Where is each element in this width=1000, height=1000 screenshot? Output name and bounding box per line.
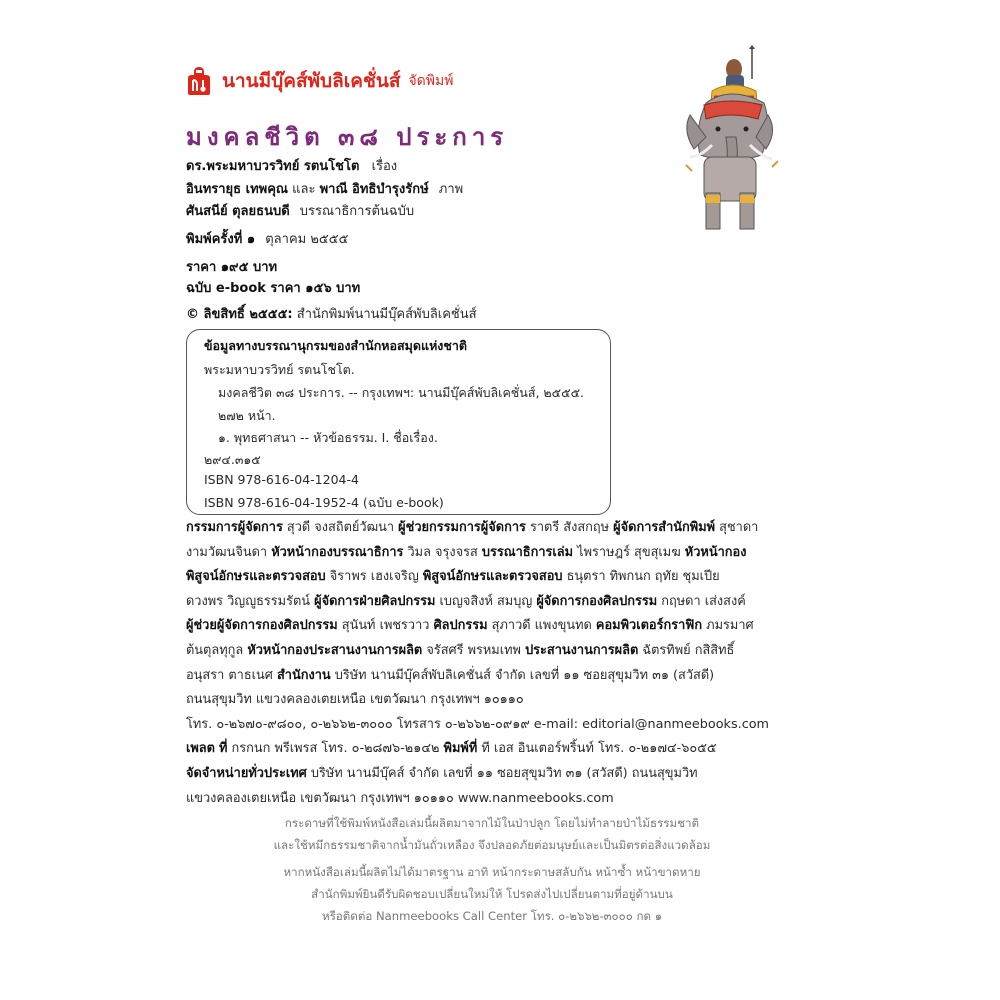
credit-role: ศิลปกรรม [433,618,488,634]
cip-author: พระมหาบวรวิทย์ รตนโชโต. [204,362,355,377]
credit-role: พิสูจน์อักษรและตรวจสอบ [186,569,326,585]
credit-value: ถนนสุขุมวิท แขวงคลองเตยเหนือ เขตวัฒนา กรุงเทพฯ ๑๐๑๑๐ [186,692,524,708]
credit-role: พิสูจน์อักษรและตรวจสอบ [422,569,563,585]
copyright-line [186,303,477,324]
author-role: เรื่อง [371,159,398,174]
credit-value: โทร. ๐-๒๖๗๐-๙๘๐๐, ๐-๒๖๖๒-๓๐๐๐ โทรสาร ๐-๒๖๖๒-๐๙๑๙ e-mail: editorial@nanmeebooks.com [186,716,770,732]
author-line [186,155,397,176]
editor-role: บรรณาธิการต้นฉบับ [299,204,415,219]
credit-value: ฉัตรทิพย์ กสิสิทธิ์ [638,642,735,658]
author-name: ดร.พระมหาบวรวิทย์ รตนโชโต [186,159,360,174]
illustrator-1: อินทรายุธ เทพคุณ [186,182,288,197]
footer-line-5: หรือติดต่อ Nanmeebooks Call Center โทร. ๐-๒๖๖๒-๓๐๐๐ กด ๑ [321,909,663,923]
copyright-holder: สำนักพิมพ์นานมีบุ๊คส์พับลิเคชั่นส์ [296,307,477,322]
illustrator-role: ภาพ [438,182,464,197]
staff-line [186,664,798,689]
credit-value: เบญจสิงห์ สมบุญ [435,593,537,609]
credit-value: งามวัฒนจินดา [186,544,272,560]
credit-value: ธนุตรา ทิพกนก ฤทัย ชุมเปีย [562,569,720,585]
credit-value: อนุสรา ตาธเนศ [186,667,277,683]
credit-value: สุภาวดี แพงขุนทด [487,618,596,634]
credit-role: ผู้ช่วยกรรมการผู้จัดการ [398,520,526,535]
credit-value: แขวงคลองเตยเหนือ เขตวัฒนา กรุงเทพฯ ๑๐๑๑๐ www.nanmeebooks.com [186,790,614,806]
credit-role: หัวหน้ากองประสานงานการผลิต [247,642,423,658]
footer-line-3: หากหนังสือเล่มนี้ผลิตไม่ได้มาตรฐาน อาทิ หน้ากระดาษสลับกัน หน้าซ้ำ หน้าขาดหาย [283,865,701,879]
price: ราคา ๑๙๕ บาท [186,260,278,275]
credit-value: ดวงพร วิญญูธรรมรัตน์ [186,593,315,609]
nanmee-logo-icon [186,66,212,96]
credit-value: ที เอส อินเตอร์พริ้นท์ โทร. ๐-๒๑๗๔-๖๐๕๕ [477,741,717,757]
credit-role: สำนักงาน [277,667,331,683]
credit-value: สุวดี จงสถิตย์วัฒนา [282,520,399,535]
cip-title-entry: มงคลชีวิต ๓๘ ประการ. -- กรุงเทพฯ: นานมีบุ๊คส์พับลิเคชั่นส์, ๒๕๕๕. [218,385,585,400]
credit-value: จรัสศรี พรหมเทพ [422,642,526,658]
illustrator-line [186,178,463,199]
staff-line [186,762,798,787]
cip-subjects: ๑. พุทธศาสนา -- หัวข้อธรรม. I. ชื่อเรื่อง. [218,430,438,445]
credit-role: พิมพ์ที่ [443,741,478,757]
publisher-suffix: จัดพิมพ์ [408,73,454,89]
credit-value: บริษัท นานมีบุ๊คส์ จำกัด เลขที่ ๑๑ ซอยสุขุมวิท ๓๑ (สวัสดี) ถนนสุขุมวิท [306,765,698,781]
credit-value: สุนันท์ เพชรวาว [337,618,434,634]
staff-line [186,614,798,639]
credit-value: สุชาดา [715,520,759,535]
credit-role: กรรมการผู้จัดการ [186,520,283,535]
staff-line [186,639,798,664]
footer-line-4: สำนักพิมพ์ยินดีรับผิดชอบเปลี่ยนใหม่ให้ โปรดส่งไปเปลี่ยนตามที่อยู่ด้านบน [311,887,673,901]
credit-value: ราตรี สังสกฤษ [525,520,614,535]
and-word: และ [292,182,316,197]
footer-line-2: และใช้หมึกธรรมชาติจากน้ำมันถั่วเหลือง จึงปลอดภัยต่อมนุษย์และเป็นมิตรต่อสิ่งแวดล้อม [273,838,711,852]
credit-role: ผู้ช่วยผู้จัดการกองศิลปกรรม [186,618,338,634]
copyright-label: © ลิขสิทธิ์ ๒๕๕๕: [186,307,293,322]
staff-line [186,713,798,738]
publisher-name: นานมีบุ๊คส์พับลิเคชั่นส์ [222,70,401,92]
elephant-illustration-icon [660,45,797,237]
credit-role: ผู้จัดการฝ่ายศิลปกรรม [314,593,436,609]
editor-name: ศันสนีย์ ตุลยธนบดี [186,204,290,219]
staff-line [186,787,798,812]
staff-line [186,565,798,590]
isbn-print: ISBN 978-616-04-1204-4 [204,472,359,487]
cip-pages: ๒๗๒ หน้า. [218,408,276,423]
credit-role: ผู้จัดการกองศิลปกรรม [536,593,658,609]
publisher-header [186,66,453,96]
printing-line [186,228,348,249]
footer-line-1: กระดาษที่ใช้พิมพ์หนังสือเล่มนี้ผลิตมาจากไม้ในป่าปลูก โดยไม่ทำลายป่าไม้ธรรมชาติ [284,816,700,830]
credit-value: กฤษดา เส่งสงค์ [657,593,746,609]
credit-value: จิราพร เฮงเจริญ [325,569,423,585]
credit-role: เพลต [186,741,215,757]
book-title: มงคลชีวิต ๓๘ ประการ [186,123,509,151]
printing-date: ตุลาคม ๒๕๕๕ [265,232,349,247]
staff-line [186,688,798,713]
credit-role: คอมพิวเตอร์กราฟิก [595,618,703,634]
cip-classification: ๒๙๔.๓๑๕ [204,452,261,467]
credit-value: กรกนก พรีเพรส โทร. ๐-๒๘๗๖-๒๑๔๒ [227,741,444,757]
credit-value: บริษัท นานมีบุ๊คส์พับลิเคชั่นส์ จำกัด เลขที่ ๑๑ ซอยสุขุมวิท ๓๑ (สวัสดี) [330,667,715,683]
credit-value: ภมรมาศ [702,618,754,634]
staff-line [186,541,798,566]
printing-label: พิมพ์ครั้งที่ ๑ [186,232,256,247]
staff-line [186,516,798,541]
credit-value: วิมล จรุงจรส [403,544,482,560]
ebook-price: ฉบับ e-book ราคา ๑๕๖ บาท [186,281,361,296]
staff-line [186,737,798,762]
credit-role: ประสานงานการผลิต [525,642,639,658]
credit-role: ผู้จัดการสำนักพิมพ์ [613,520,716,535]
staff-credits [186,516,798,811]
isbn-ebook: ISBN 978-616-04-1952-4 (ฉบับ e-book) [204,495,444,510]
credit-role: หัวหน้ากอง [684,544,747,560]
cip-heading: ข้อมูลทางบรรณานุกรมของสำนักหอสมุดแห่งชาติ [204,338,468,353]
credit-role: หัวหน้ากองบรรณาธิการ [271,544,404,560]
credit-role: จัดจำหน่ายทั่วประเทศ [186,765,307,781]
credit-value: ต้นตุลทุกูล [186,642,248,658]
illustrator-2: พาณี อิทธิบำรุงรักษ์ [319,182,429,197]
staff-line [186,590,798,615]
credit-role: ที่ [219,741,228,757]
credit-role: บรรณาธิการเล่ม [481,544,574,560]
editor-line [186,200,414,221]
credit-value: ไพราษฎร์ สุขสุเมฆ [573,544,685,560]
